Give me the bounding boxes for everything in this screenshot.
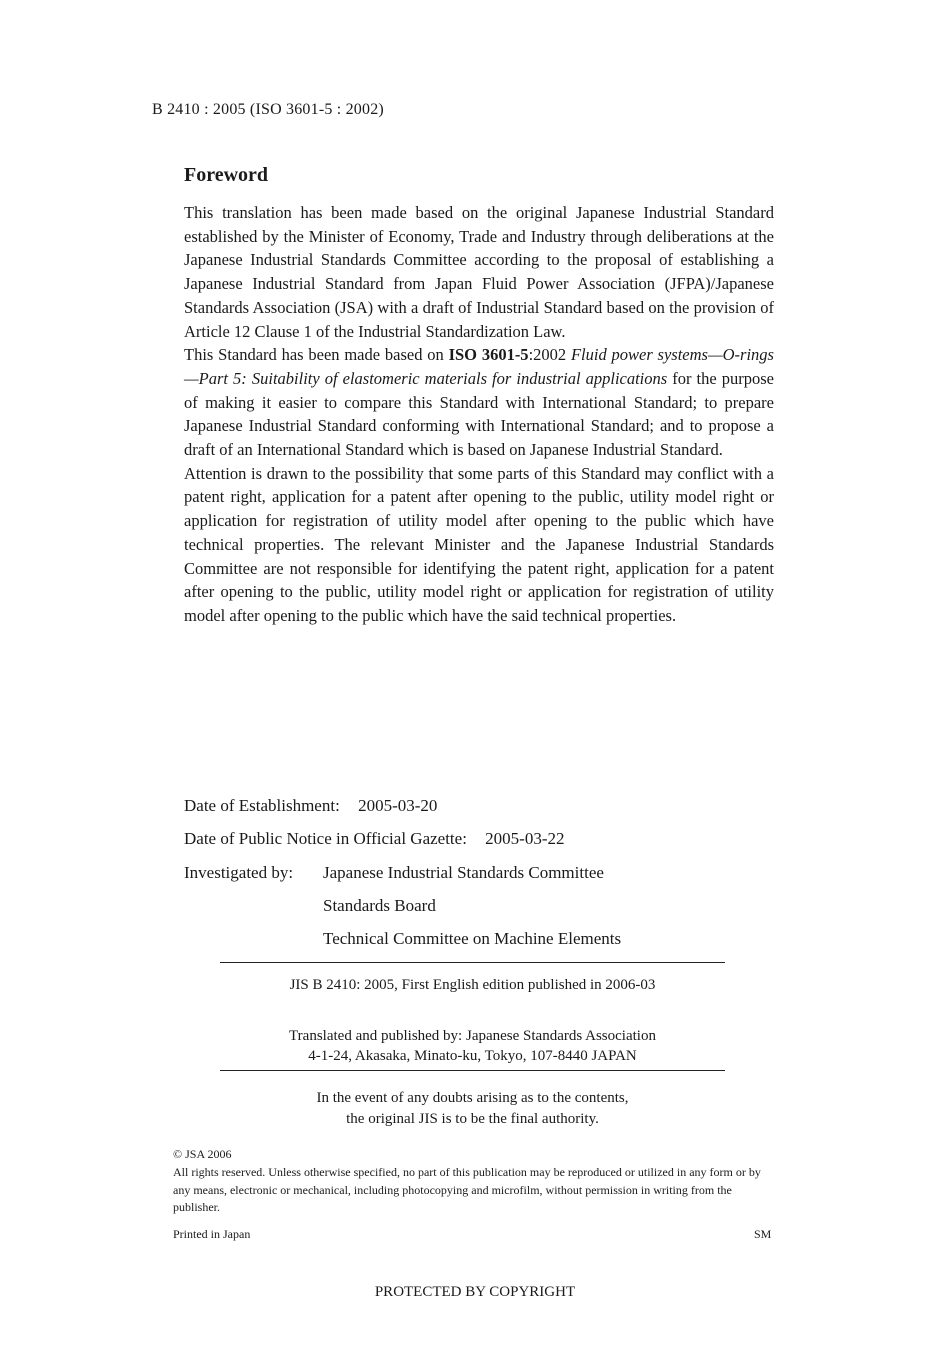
investigated-label: Investigated by: [184,863,294,882]
iso-title: Fluid power systems—O-rings—Part 5: Suitability of elastomeric materials for industrial applications [184,345,774,388]
printed-in: Printed in Japan [173,1227,251,1241]
foreword-heading: Foreword [184,164,269,186]
foreword-paragraph-2 [184,343,774,462]
publisher-line: Translated and published by: Japanese Standards Association [289,1028,656,1044]
establishment-date: 2005-03-20 [358,796,438,815]
para2-lead: This Standard has been made based on [184,345,449,365]
publisher-address: 4-1-24, Akasaka, Minato-ku, Tokyo, 107-8440 JAPAN [308,1048,637,1064]
copyright-notice: © JSA 2006 [173,1147,232,1161]
notice-date: 2005-03-22 [485,829,565,848]
iso-reference: ISO 3601-5 [448,345,529,365]
iso-year: :2002 [528,345,571,365]
investigator-committee: Japanese Industrial Standards Committee [323,863,604,882]
authority-line-2: the original JIS is to be the final authority. [346,1111,599,1127]
investigator-technical: Technical Committee on Machine Elements [323,929,622,948]
investigator-board: Standards Board [323,896,436,915]
authority-line-1: In the event of any doubts arising as to the contents, [316,1090,629,1106]
establishment-row [184,796,437,816]
copyright-footer: PROTECTED BY COPYRIGHT [374,1284,576,1300]
document-designation: B 2410 : 2005 (ISO 3601-5 : 2002) [152,101,384,118]
divider-top [220,962,725,963]
edition-line: JIS B 2410: 2005, First English edition published in 2006-03 [289,977,656,993]
divider-bottom [220,1070,725,1071]
para2-rest: for the purpose of making it easier to compare this Standard with International Standard; to prepare Japanese Industrial Standard conforming with International Standard; and to propose a draft of an International Standard which is based on Japanese Industrial Standard. [184,368,775,460]
foreword-body [184,201,774,628]
notice-row [184,829,565,849]
code-mark: SM [754,1227,772,1241]
foreword-paragraph-3: Attention is drawn to the possibility that some parts of this Standard may conflict with a patent right, application for a patent after opening to the public, utility model right or application for registration of utility model after opening to the public which have technical properties. The relevant Minister and the Japanese Industrial Standards Committee are not responsible for identifying the patent right, application for a patent after opening to the public, utility model right or application for registration of utility model after opening to the public which have the said technical properties. [184,463,774,625]
rights-statement: All rights reserved. Unless otherwise specified, no part of this publication may be reproduced or utilized in any form or by any means, electronic or mechanical, including photocopying and microfilm, without permission in writing from the publisher. [173,1165,761,1214]
notice-label: Date of Public Notice in Official Gazette: [184,829,467,848]
establishment-label: Date of Establishment: [184,796,340,815]
foreword-paragraph-1: This translation has been made based on the original Japanese Industrial Standard established by the Minister of Economy, Trade and Industry through deliberations at the Japanese Industrial Standards Committee according to the proposal of establishing a Japanese Industrial Standard from Japan Fluid Power Association (JFPA)/Japanese Standards Association (JSA) with a draft of Industrial Standard based on the provision of Article 12 Clause 1 of the Industrial Standardization Law. [184,203,774,341]
